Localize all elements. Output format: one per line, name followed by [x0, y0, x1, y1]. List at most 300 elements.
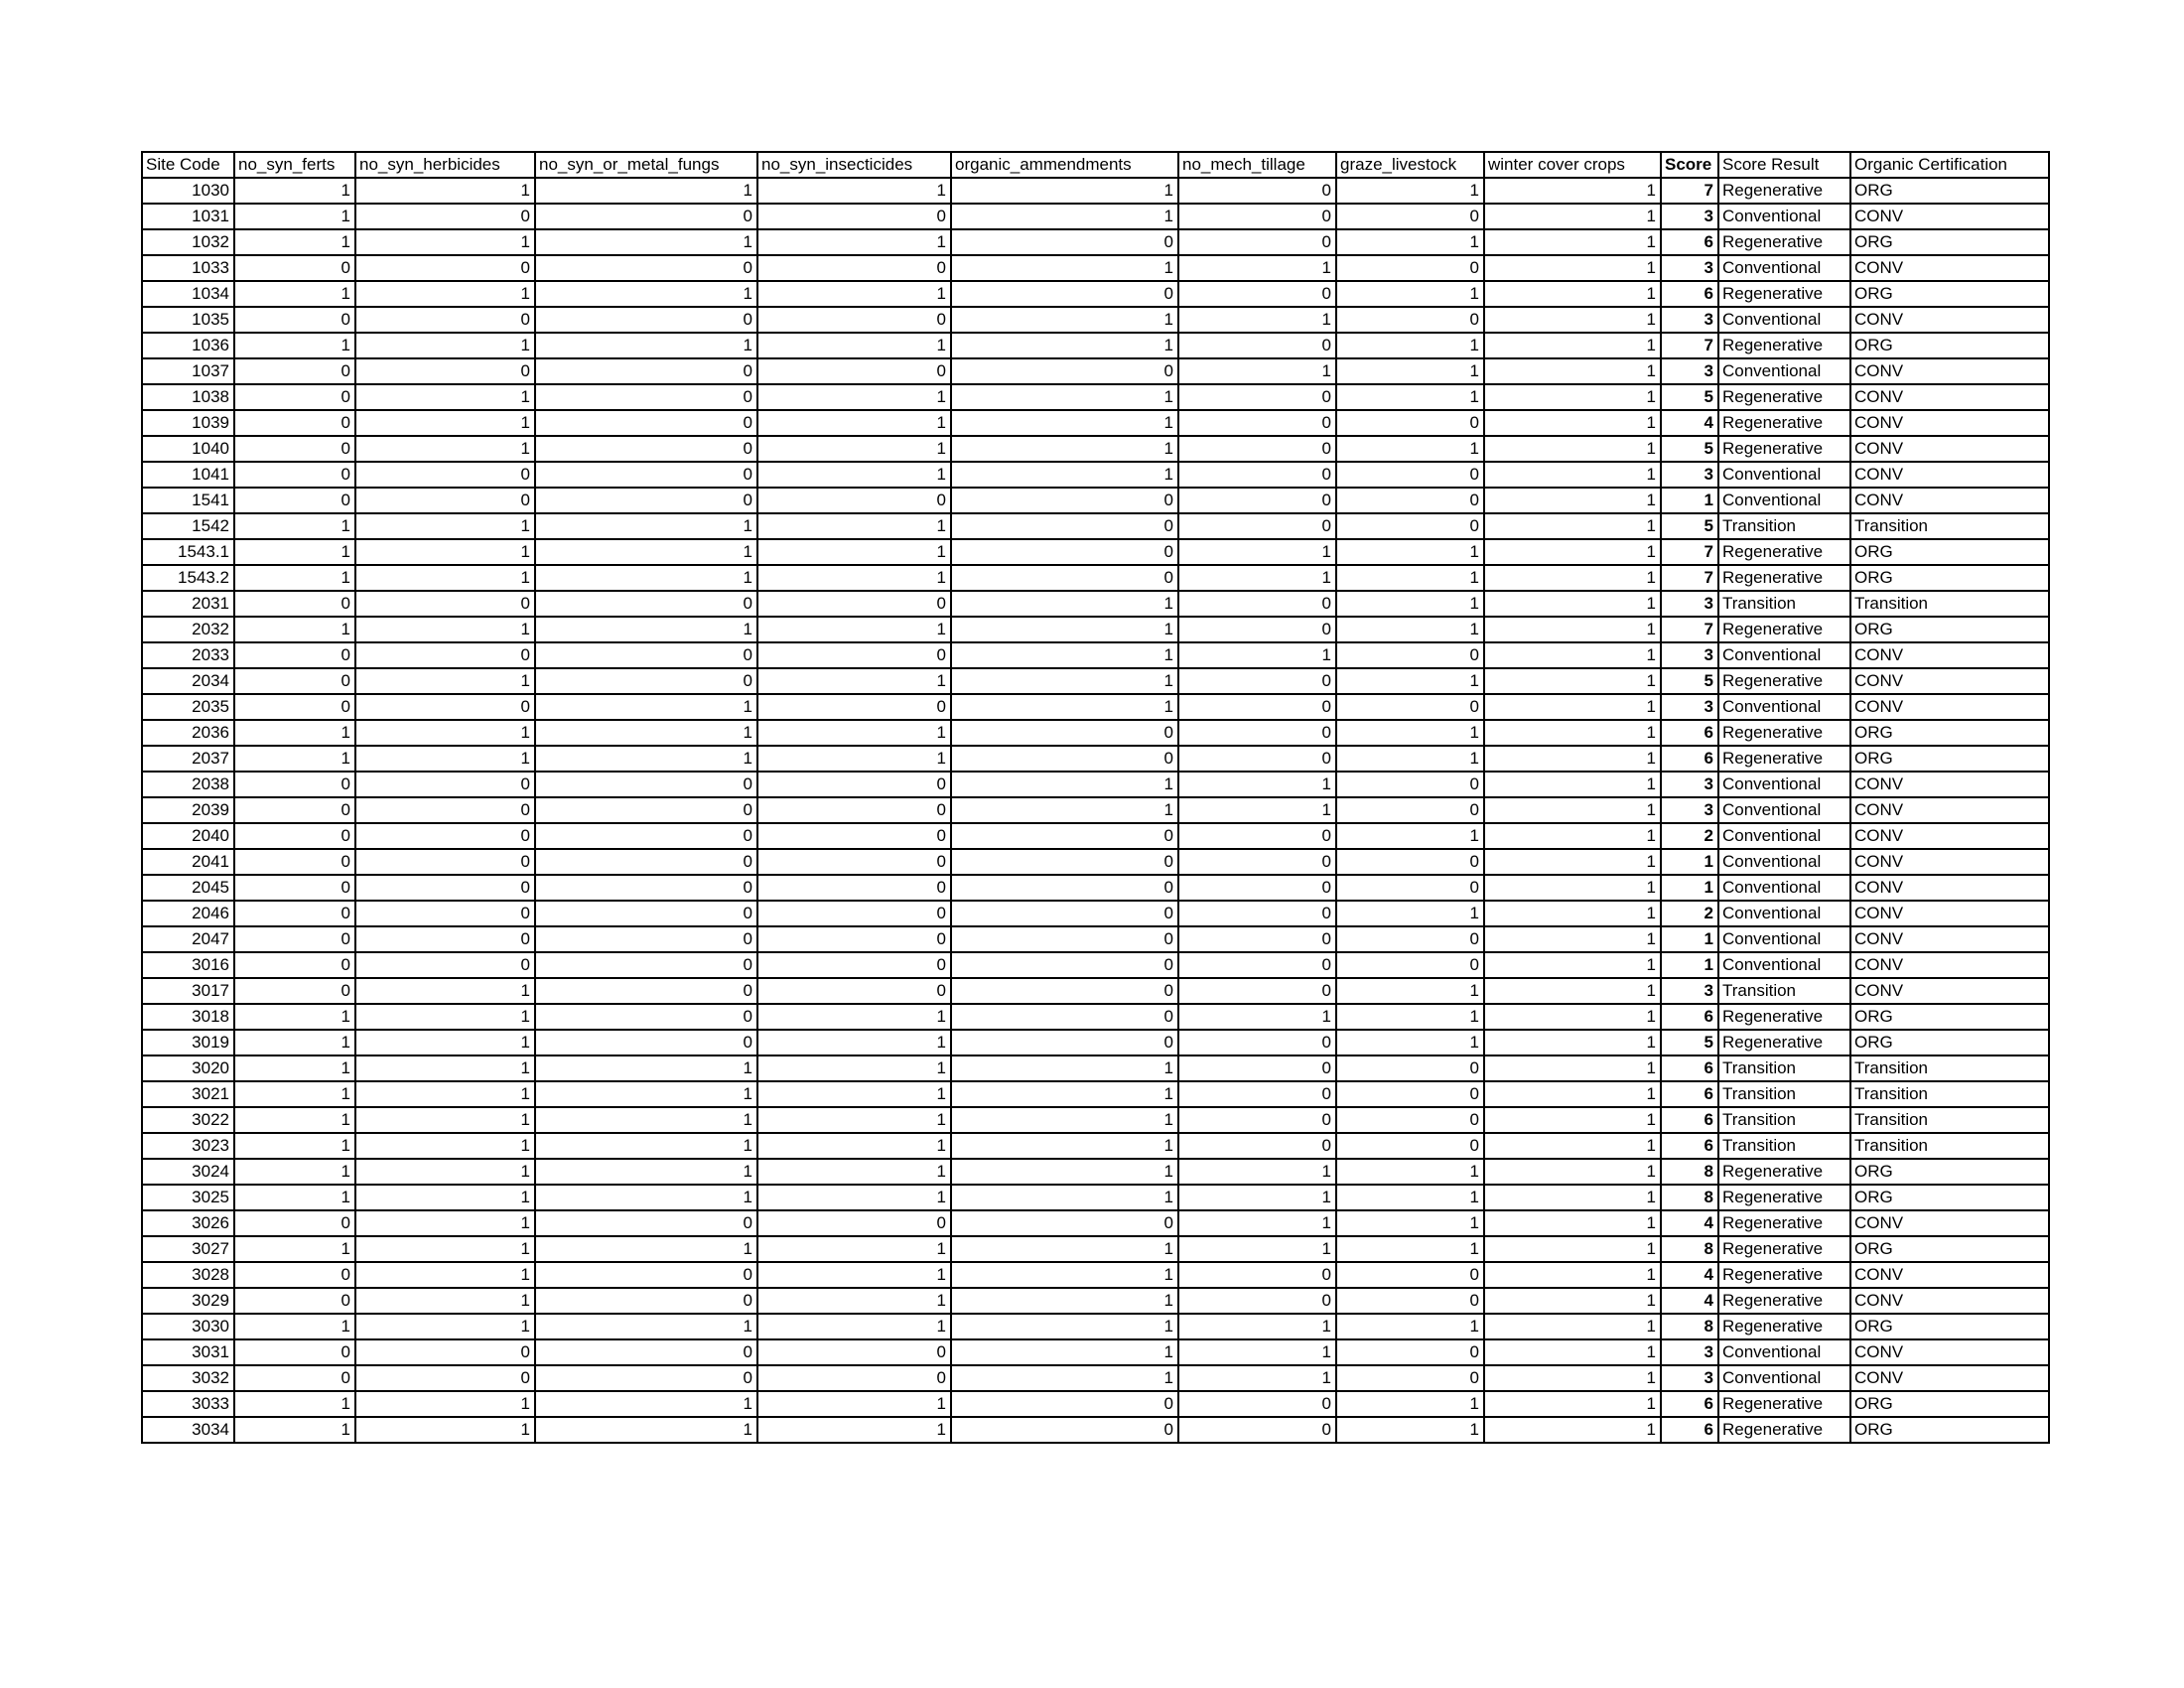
- cell-winter-cover-crops: 1: [1484, 1030, 1661, 1055]
- cell-score: 3: [1661, 307, 1718, 333]
- cell-no-mech-tillage: 0: [1178, 204, 1336, 229]
- table-row: [142, 229, 2049, 255]
- cell-no-syn-ferts: 1: [234, 1081, 355, 1107]
- cell-score: 1: [1661, 926, 1718, 952]
- cell-winter-cover-crops: 1: [1484, 410, 1661, 436]
- cell-no-syn-or-metal-fungs: 1: [535, 1185, 757, 1210]
- cell-graze-livestock: 0: [1336, 952, 1484, 978]
- cell-organic-ammendments: 0: [951, 1030, 1178, 1055]
- cell-winter-cover-crops: 1: [1484, 1055, 1661, 1081]
- cell-no-mech-tillage: 1: [1178, 772, 1336, 797]
- cell-graze-livestock: 1: [1336, 281, 1484, 307]
- cell-score: 1: [1661, 488, 1718, 513]
- col-header-no-syn-or-metal-fungs: no_syn_or_metal_fungs: [535, 152, 757, 178]
- cell-score-result: Regenerative: [1718, 333, 1850, 358]
- cell-no-mech-tillage: 0: [1178, 823, 1336, 849]
- cell-score-result: Regenerative: [1718, 1262, 1850, 1288]
- table-row: [142, 1133, 2049, 1159]
- cell-no-mech-tillage: 0: [1178, 1417, 1336, 1443]
- cell-site-code: 1541: [142, 488, 234, 513]
- cell-score-result: Conventional: [1718, 875, 1850, 901]
- cell-winter-cover-crops: 1: [1484, 875, 1661, 901]
- cell-graze-livestock: 1: [1336, 1210, 1484, 1236]
- table-row: [142, 384, 2049, 410]
- cell-no-syn-ferts: 0: [234, 797, 355, 823]
- cell-no-syn-or-metal-fungs: 1: [535, 178, 757, 204]
- cell-no-syn-ferts: 0: [234, 823, 355, 849]
- cell-graze-livestock: 0: [1336, 875, 1484, 901]
- cell-no-mech-tillage: 1: [1178, 1210, 1336, 1236]
- cell-organic-certification: Transition: [1850, 1133, 2049, 1159]
- cell-winter-cover-crops: 1: [1484, 565, 1661, 591]
- cell-site-code: 1039: [142, 410, 234, 436]
- cell-no-syn-or-metal-fungs: 1: [535, 720, 757, 746]
- cell-score-result: Transition: [1718, 591, 1850, 617]
- cell-organic-certification: CONV: [1850, 410, 2049, 436]
- cell-no-syn-insecticides: 1: [757, 410, 951, 436]
- cell-no-syn-insecticides: 1: [757, 333, 951, 358]
- table-row: [142, 952, 2049, 978]
- cell-no-syn-herbicides: 1: [355, 1004, 535, 1030]
- cell-graze-livestock: 0: [1336, 1288, 1484, 1314]
- cell-no-syn-or-metal-fungs: 0: [535, 410, 757, 436]
- cell-site-code: 2046: [142, 901, 234, 926]
- cell-organic-certification: CONV: [1850, 1288, 2049, 1314]
- cell-score: 7: [1661, 178, 1718, 204]
- site-scoring-table: [141, 151, 2050, 1444]
- cell-no-syn-or-metal-fungs: 0: [535, 823, 757, 849]
- cell-organic-ammendments: 1: [951, 1133, 1178, 1159]
- cell-no-syn-herbicides: 0: [355, 307, 535, 333]
- cell-no-syn-herbicides: 1: [355, 1030, 535, 1055]
- cell-organic-certification: CONV: [1850, 668, 2049, 694]
- table-row: [142, 488, 2049, 513]
- table-row: [142, 591, 2049, 617]
- cell-no-mech-tillage: 0: [1178, 978, 1336, 1004]
- cell-score: 6: [1661, 1391, 1718, 1417]
- cell-graze-livestock: 0: [1336, 1081, 1484, 1107]
- cell-score-result: Transition: [1718, 513, 1850, 539]
- cell-no-syn-ferts: 0: [234, 642, 355, 668]
- cell-graze-livestock: 1: [1336, 565, 1484, 591]
- cell-organic-certification: ORG: [1850, 1391, 2049, 1417]
- cell-score-result: Regenerative: [1718, 565, 1850, 591]
- cell-organic-ammendments: 1: [951, 462, 1178, 488]
- cell-graze-livestock: 0: [1336, 307, 1484, 333]
- cell-score-result: Conventional: [1718, 307, 1850, 333]
- cell-graze-livestock: 1: [1336, 384, 1484, 410]
- cell-no-syn-insecticides: 1: [757, 384, 951, 410]
- cell-no-syn-ferts: 0: [234, 668, 355, 694]
- cell-graze-livestock: 1: [1336, 668, 1484, 694]
- cell-site-code: 3033: [142, 1391, 234, 1417]
- table-row: [142, 1417, 2049, 1443]
- cell-winter-cover-crops: 1: [1484, 462, 1661, 488]
- cell-no-syn-ferts: 1: [234, 746, 355, 772]
- cell-no-mech-tillage: 0: [1178, 513, 1336, 539]
- cell-organic-certification: Transition: [1850, 1107, 2049, 1133]
- cell-no-syn-or-metal-fungs: 1: [535, 539, 757, 565]
- col-header-score-result: Score Result: [1718, 152, 1850, 178]
- cell-organic-ammendments: 0: [951, 513, 1178, 539]
- cell-graze-livestock: 0: [1336, 462, 1484, 488]
- cell-score: 7: [1661, 565, 1718, 591]
- cell-no-syn-herbicides: 0: [355, 255, 535, 281]
- cell-score-result: Conventional: [1718, 1365, 1850, 1391]
- cell-no-syn-ferts: 0: [234, 384, 355, 410]
- cell-score-result: Regenerative: [1718, 539, 1850, 565]
- cell-no-mech-tillage: 0: [1178, 229, 1336, 255]
- cell-winter-cover-crops: 1: [1484, 384, 1661, 410]
- cell-no-syn-or-metal-fungs: 1: [535, 333, 757, 358]
- cell-no-syn-ferts: 1: [234, 565, 355, 591]
- cell-no-syn-insecticides: 1: [757, 178, 951, 204]
- cell-no-syn-insecticides: 1: [757, 1081, 951, 1107]
- cell-graze-livestock: 1: [1336, 1236, 1484, 1262]
- cell-no-mech-tillage: 1: [1178, 797, 1336, 823]
- cell-no-syn-herbicides: 1: [355, 746, 535, 772]
- cell-score-result: Conventional: [1718, 694, 1850, 720]
- cell-score-result: Transition: [1718, 978, 1850, 1004]
- cell-score-result: Regenerative: [1718, 1185, 1850, 1210]
- cell-no-mech-tillage: 1: [1178, 1314, 1336, 1339]
- cell-organic-certification: ORG: [1850, 333, 2049, 358]
- cell-score: 3: [1661, 772, 1718, 797]
- cell-no-syn-insecticides: 0: [757, 952, 951, 978]
- cell-organic-ammendments: 0: [951, 901, 1178, 926]
- cell-score: 3: [1661, 642, 1718, 668]
- cell-score-result: Regenerative: [1718, 1417, 1850, 1443]
- cell-organic-certification: ORG: [1850, 1030, 2049, 1055]
- cell-score-result: Transition: [1718, 1133, 1850, 1159]
- cell-no-mech-tillage: 0: [1178, 1107, 1336, 1133]
- cell-no-mech-tillage: 1: [1178, 1365, 1336, 1391]
- table-row: [142, 1081, 2049, 1107]
- cell-no-syn-ferts: 1: [234, 1030, 355, 1055]
- cell-no-syn-insecticides: 0: [757, 204, 951, 229]
- cell-no-syn-insecticides: 0: [757, 797, 951, 823]
- cell-no-syn-insecticides: 1: [757, 1004, 951, 1030]
- cell-winter-cover-crops: 1: [1484, 797, 1661, 823]
- cell-graze-livestock: 0: [1336, 926, 1484, 952]
- cell-winter-cover-crops: 1: [1484, 539, 1661, 565]
- cell-no-syn-or-metal-fungs: 0: [535, 772, 757, 797]
- cell-no-syn-herbicides: 0: [355, 591, 535, 617]
- cell-organic-certification: CONV: [1850, 926, 2049, 952]
- cell-no-syn-ferts: 1: [234, 229, 355, 255]
- cell-no-syn-ferts: 1: [234, 178, 355, 204]
- cell-organic-ammendments: 1: [951, 333, 1178, 358]
- cell-no-syn-insecticides: 1: [757, 1055, 951, 1081]
- cell-no-mech-tillage: 0: [1178, 720, 1336, 746]
- cell-site-code: 2032: [142, 617, 234, 642]
- cell-score-result: Regenerative: [1718, 178, 1850, 204]
- cell-site-code: 2033: [142, 642, 234, 668]
- cell-organic-certification: CONV: [1850, 952, 2049, 978]
- cell-no-mech-tillage: 1: [1178, 358, 1336, 384]
- cell-graze-livestock: 1: [1336, 1314, 1484, 1339]
- cell-organic-ammendments: 1: [951, 255, 1178, 281]
- cell-no-syn-insecticides: 1: [757, 513, 951, 539]
- cell-score-result: Transition: [1718, 1107, 1850, 1133]
- cell-graze-livestock: 0: [1336, 849, 1484, 875]
- cell-organic-ammendments: 1: [951, 1107, 1178, 1133]
- cell-no-syn-insecticides: 0: [757, 875, 951, 901]
- cell-graze-livestock: 1: [1336, 901, 1484, 926]
- cell-no-syn-insecticides: 1: [757, 1236, 951, 1262]
- cell-site-code: 2031: [142, 591, 234, 617]
- cell-winter-cover-crops: 1: [1484, 720, 1661, 746]
- cell-organic-certification: CONV: [1850, 1365, 2049, 1391]
- cell-organic-ammendments: 1: [951, 307, 1178, 333]
- cell-graze-livestock: 0: [1336, 694, 1484, 720]
- cell-no-syn-insecticides: 0: [757, 1339, 951, 1365]
- cell-no-syn-insecticides: 1: [757, 1133, 951, 1159]
- cell-no-syn-herbicides: 1: [355, 1236, 535, 1262]
- cell-winter-cover-crops: 1: [1484, 1314, 1661, 1339]
- cell-no-syn-insecticides: 1: [757, 1314, 951, 1339]
- cell-winter-cover-crops: 1: [1484, 1159, 1661, 1185]
- table-row: [142, 668, 2049, 694]
- cell-organic-ammendments: 0: [951, 358, 1178, 384]
- cell-score: 2: [1661, 823, 1718, 849]
- cell-no-syn-herbicides: 1: [355, 333, 535, 358]
- cell-no-mech-tillage: 1: [1178, 1004, 1336, 1030]
- cell-graze-livestock: 1: [1336, 1004, 1484, 1030]
- cell-no-syn-or-metal-fungs: 0: [535, 1030, 757, 1055]
- cell-no-syn-herbicides: 1: [355, 384, 535, 410]
- cell-organic-certification: ORG: [1850, 1417, 2049, 1443]
- cell-score-result: Regenerative: [1718, 668, 1850, 694]
- cell-organic-ammendments: 1: [951, 1055, 1178, 1081]
- cell-graze-livestock: 1: [1336, 1391, 1484, 1417]
- cell-no-syn-or-metal-fungs: 0: [535, 384, 757, 410]
- table-row: [142, 1262, 2049, 1288]
- cell-score: 4: [1661, 1262, 1718, 1288]
- cell-no-syn-ferts: 0: [234, 901, 355, 926]
- cell-score-result: Conventional: [1718, 358, 1850, 384]
- cell-score: 6: [1661, 1107, 1718, 1133]
- cell-site-code: 1034: [142, 281, 234, 307]
- cell-score-result: Regenerative: [1718, 1159, 1850, 1185]
- cell-organic-ammendments: 0: [951, 849, 1178, 875]
- cell-no-syn-or-metal-fungs: 0: [535, 926, 757, 952]
- cell-score-result: Conventional: [1718, 772, 1850, 797]
- cell-score: 6: [1661, 229, 1718, 255]
- cell-site-code: 1036: [142, 333, 234, 358]
- cell-no-syn-or-metal-fungs: 0: [535, 591, 757, 617]
- cell-winter-cover-crops: 1: [1484, 1210, 1661, 1236]
- cell-score: 8: [1661, 1314, 1718, 1339]
- cell-no-syn-or-metal-fungs: 0: [535, 1339, 757, 1365]
- cell-no-syn-insecticides: 0: [757, 358, 951, 384]
- cell-no-mech-tillage: 0: [1178, 384, 1336, 410]
- cell-site-code: 3025: [142, 1185, 234, 1210]
- cell-no-syn-ferts: 1: [234, 513, 355, 539]
- cell-no-mech-tillage: 0: [1178, 617, 1336, 642]
- cell-organic-certification: ORG: [1850, 539, 2049, 565]
- cell-score-result: Transition: [1718, 1055, 1850, 1081]
- col-header-no-syn-ferts: no_syn_ferts: [234, 152, 355, 178]
- cell-score: 1: [1661, 849, 1718, 875]
- cell-no-syn-insecticides: 1: [757, 720, 951, 746]
- cell-no-mech-tillage: 0: [1178, 488, 1336, 513]
- col-header-site-code: Site Code: [142, 152, 234, 178]
- cell-graze-livestock: 0: [1336, 488, 1484, 513]
- cell-graze-livestock: 1: [1336, 436, 1484, 462]
- cell-organic-certification: CONV: [1850, 978, 2049, 1004]
- cell-site-code: 1037: [142, 358, 234, 384]
- cell-no-syn-or-metal-fungs: 0: [535, 1288, 757, 1314]
- table-row: [142, 513, 2049, 539]
- cell-organic-certification: CONV: [1850, 255, 2049, 281]
- cell-organic-ammendments: 1: [951, 591, 1178, 617]
- cell-organic-certification: ORG: [1850, 1004, 2049, 1030]
- cell-score: 7: [1661, 333, 1718, 358]
- cell-score: 6: [1661, 1417, 1718, 1443]
- cell-no-syn-ferts: 1: [234, 333, 355, 358]
- cell-organic-ammendments: 1: [951, 1262, 1178, 1288]
- table-row: [142, 1210, 2049, 1236]
- cell-no-syn-insecticides: 1: [757, 1159, 951, 1185]
- cell-score-result: Regenerative: [1718, 384, 1850, 410]
- cell-no-mech-tillage: 0: [1178, 694, 1336, 720]
- cell-no-syn-ferts: 1: [234, 204, 355, 229]
- cell-score-result: Regenerative: [1718, 617, 1850, 642]
- cell-score-result: Conventional: [1718, 797, 1850, 823]
- cell-no-mech-tillage: 0: [1178, 436, 1336, 462]
- cell-organic-certification: CONV: [1850, 358, 2049, 384]
- cell-score: 3: [1661, 204, 1718, 229]
- cell-winter-cover-crops: 1: [1484, 204, 1661, 229]
- cell-score: 4: [1661, 1210, 1718, 1236]
- cell-no-syn-insecticides: 1: [757, 1391, 951, 1417]
- cell-score: 7: [1661, 617, 1718, 642]
- cell-organic-ammendments: 1: [951, 204, 1178, 229]
- cell-winter-cover-crops: 1: [1484, 952, 1661, 978]
- cell-score-result: Regenerative: [1718, 1030, 1850, 1055]
- cell-organic-ammendments: 0: [951, 565, 1178, 591]
- cell-no-syn-ferts: 1: [234, 1391, 355, 1417]
- table-row: [142, 823, 2049, 849]
- cell-no-syn-or-metal-fungs: 0: [535, 849, 757, 875]
- cell-graze-livestock: 1: [1336, 591, 1484, 617]
- cell-no-syn-or-metal-fungs: 1: [535, 1159, 757, 1185]
- cell-no-syn-ferts: 0: [234, 1339, 355, 1365]
- cell-winter-cover-crops: 1: [1484, 1391, 1661, 1417]
- cell-no-syn-ferts: 0: [234, 694, 355, 720]
- cell-no-syn-herbicides: 0: [355, 1339, 535, 1365]
- cell-site-code: 2045: [142, 875, 234, 901]
- cell-winter-cover-crops: 1: [1484, 488, 1661, 513]
- table-row: [142, 178, 2049, 204]
- col-header-organic-certification: Organic Certification: [1850, 152, 2049, 178]
- cell-score: 7: [1661, 539, 1718, 565]
- cell-organic-ammendments: 1: [951, 178, 1178, 204]
- table-row: [142, 307, 2049, 333]
- cell-no-syn-herbicides: 1: [355, 1314, 535, 1339]
- cell-no-syn-or-metal-fungs: 0: [535, 1004, 757, 1030]
- cell-no-syn-insecticides: 0: [757, 823, 951, 849]
- col-header-no-syn-herbicides: no_syn_herbicides: [355, 152, 535, 178]
- cell-no-syn-ferts: 0: [234, 1365, 355, 1391]
- cell-no-syn-ferts: 1: [234, 1185, 355, 1210]
- cell-no-syn-ferts: 0: [234, 1262, 355, 1288]
- cell-no-syn-insecticides: 1: [757, 462, 951, 488]
- cell-score: 8: [1661, 1159, 1718, 1185]
- cell-organic-certification: CONV: [1850, 797, 2049, 823]
- cell-winter-cover-crops: 1: [1484, 668, 1661, 694]
- cell-site-code: 1033: [142, 255, 234, 281]
- cell-no-mech-tillage: 0: [1178, 281, 1336, 307]
- cell-organic-certification: CONV: [1850, 462, 2049, 488]
- cell-no-syn-or-metal-fungs: 1: [535, 1055, 757, 1081]
- cell-graze-livestock: 0: [1336, 255, 1484, 281]
- cell-score-result: Regenerative: [1718, 1210, 1850, 1236]
- cell-no-syn-herbicides: 0: [355, 694, 535, 720]
- cell-winter-cover-crops: 1: [1484, 255, 1661, 281]
- cell-no-syn-or-metal-fungs: 0: [535, 1210, 757, 1236]
- cell-no-mech-tillage: 1: [1178, 539, 1336, 565]
- cell-site-code: 3030: [142, 1314, 234, 1339]
- cell-organic-ammendments: 1: [951, 694, 1178, 720]
- cell-no-syn-or-metal-fungs: 1: [535, 746, 757, 772]
- cell-site-code: 3018: [142, 1004, 234, 1030]
- cell-organic-certification: ORG: [1850, 281, 2049, 307]
- cell-no-syn-herbicides: 0: [355, 901, 535, 926]
- cell-no-syn-or-metal-fungs: 0: [535, 1262, 757, 1288]
- cell-organic-certification: ORG: [1850, 746, 2049, 772]
- cell-graze-livestock: 0: [1336, 1262, 1484, 1288]
- cell-graze-livestock: 1: [1336, 333, 1484, 358]
- cell-score: 5: [1661, 668, 1718, 694]
- cell-no-syn-ferts: 1: [234, 1133, 355, 1159]
- cell-no-mech-tillage: 0: [1178, 746, 1336, 772]
- cell-site-code: 2039: [142, 797, 234, 823]
- cell-no-syn-insecticides: 1: [757, 1417, 951, 1443]
- cell-graze-livestock: 1: [1336, 1159, 1484, 1185]
- cell-no-syn-insecticides: 1: [757, 1185, 951, 1210]
- cell-no-syn-insecticides: 1: [757, 1107, 951, 1133]
- cell-site-code: 3021: [142, 1081, 234, 1107]
- cell-no-mech-tillage: 0: [1178, 1081, 1336, 1107]
- cell-no-syn-insecticides: 0: [757, 307, 951, 333]
- cell-organic-ammendments: 0: [951, 952, 1178, 978]
- cell-no-mech-tillage: 0: [1178, 591, 1336, 617]
- cell-graze-livestock: 1: [1336, 178, 1484, 204]
- cell-winter-cover-crops: 1: [1484, 1133, 1661, 1159]
- cell-no-syn-insecticides: 1: [757, 229, 951, 255]
- cell-organic-certification: ORG: [1850, 1236, 2049, 1262]
- cell-site-code: 3023: [142, 1133, 234, 1159]
- cell-organic-ammendments: 0: [951, 281, 1178, 307]
- cell-graze-livestock: 0: [1336, 410, 1484, 436]
- cell-site-code: 3026: [142, 1210, 234, 1236]
- cell-no-mech-tillage: 0: [1178, 849, 1336, 875]
- cell-no-syn-or-metal-fungs: 0: [535, 978, 757, 1004]
- cell-winter-cover-crops: 1: [1484, 617, 1661, 642]
- cell-score: 3: [1661, 797, 1718, 823]
- cell-no-syn-ferts: 0: [234, 462, 355, 488]
- cell-score: 4: [1661, 1288, 1718, 1314]
- cell-graze-livestock: 1: [1336, 746, 1484, 772]
- cell-site-code: 2038: [142, 772, 234, 797]
- cell-no-syn-herbicides: 1: [355, 1288, 535, 1314]
- cell-no-syn-or-metal-fungs: 0: [535, 901, 757, 926]
- cell-no-syn-ferts: 0: [234, 436, 355, 462]
- cell-score: 1: [1661, 952, 1718, 978]
- cell-organic-certification: CONV: [1850, 436, 2049, 462]
